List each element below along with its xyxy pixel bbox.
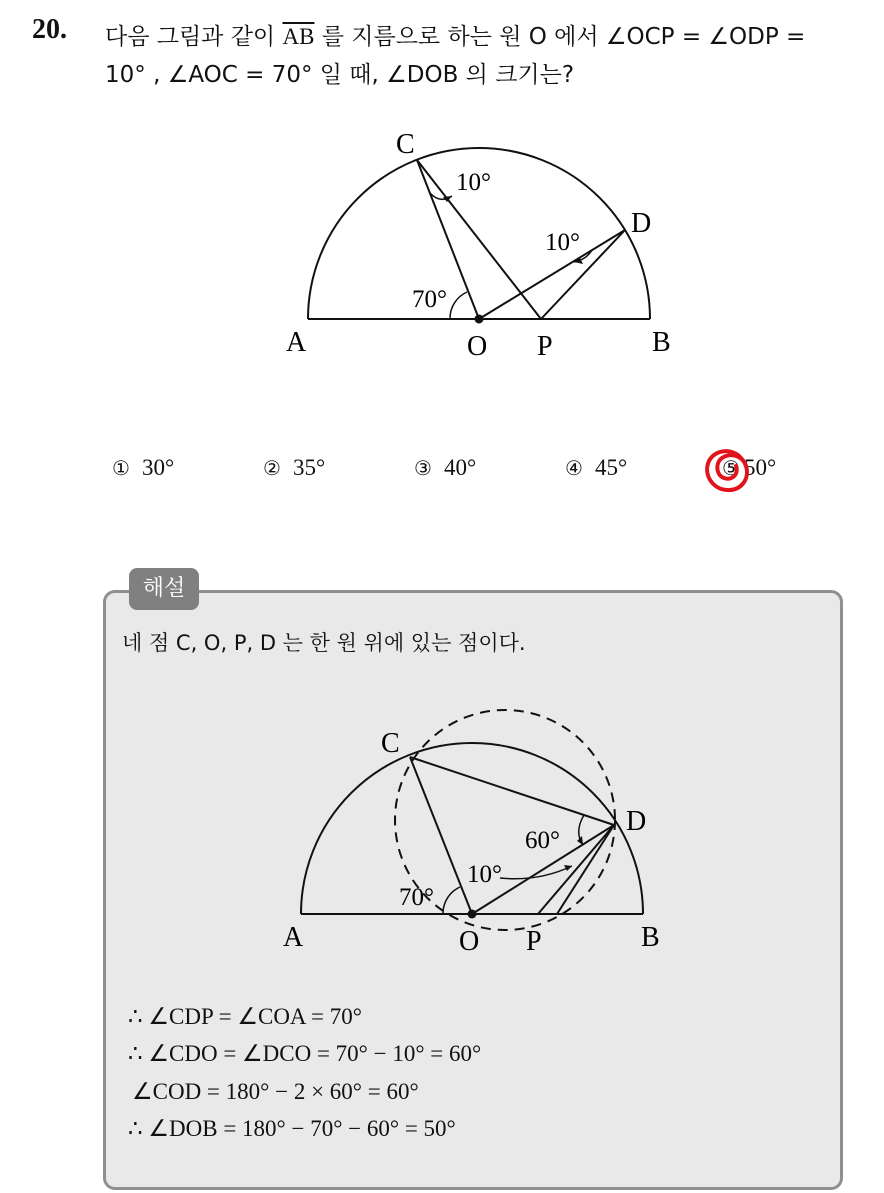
solution-intro: 네 점 C, O, P, D 는 한 원 위에 있는 점이다. xyxy=(122,631,526,655)
solution-step-3: ∠COD = 180° − 2 × 60° = 60° xyxy=(132,1079,419,1104)
angle-arc-aoc xyxy=(450,292,467,319)
solution-tag: 해설 xyxy=(129,568,199,610)
angle-label-odp-2: 10° xyxy=(467,861,502,888)
center-point-o-2 xyxy=(468,910,477,919)
angle-arc-odp-2 xyxy=(500,866,572,879)
segment-ab: $\overline{AB}$ xyxy=(282,24,315,49)
label-a: A xyxy=(286,327,307,358)
label-c-2: C xyxy=(381,728,400,759)
selected-answer-mark xyxy=(703,444,753,496)
question-text-line1 xyxy=(105,18,805,51)
label-b: B xyxy=(652,327,671,358)
label-c: C xyxy=(396,129,415,160)
choice-4-value: 45° xyxy=(594,455,628,480)
label-o: O xyxy=(467,331,488,362)
angle-label-odp: 10° xyxy=(545,229,580,256)
label-p-2: P xyxy=(526,926,542,957)
angle-label-cdo: 60° xyxy=(525,827,560,854)
angle-label-aoc-2: 70° xyxy=(399,884,434,911)
choice-5-number: ⑤ xyxy=(722,456,740,480)
question-number: 20. xyxy=(32,14,67,45)
angle-label-aoc: 70° xyxy=(412,286,447,313)
center-point-o xyxy=(475,315,484,324)
choice-1-value: 30° xyxy=(141,455,175,480)
question-text-line2: 10° , ∠AOC = 70° 일 때, ∠DOB 의 크기는? xyxy=(105,62,575,88)
question-text-part1: 다음 그림과 같이 xyxy=(105,24,276,50)
label-p: P xyxy=(537,331,553,362)
label-b-2: B xyxy=(641,922,660,953)
angle-label-ocp: 10° xyxy=(456,169,491,196)
choice-1[interactable] xyxy=(112,455,174,481)
label-a-2: A xyxy=(283,922,304,953)
question-text-part2: 를 지름으로 하는 원 O 에서 ∠OCP = ∠ODP = xyxy=(321,24,806,50)
choice-4-number: ④ xyxy=(565,456,583,480)
label-d: D xyxy=(631,208,652,239)
choice-3-value: 40° xyxy=(443,455,477,480)
angle-arc-aoc-2 xyxy=(443,887,460,914)
choice-3-number: ③ xyxy=(414,456,432,480)
choice-3[interactable] xyxy=(414,455,476,481)
choice-2[interactable] xyxy=(263,455,325,481)
choice-2-number: ② xyxy=(263,456,281,480)
choice-2-value: 35° xyxy=(292,455,326,480)
label-d-2: D xyxy=(626,806,647,837)
problem-figure xyxy=(270,118,700,368)
solution-figure xyxy=(270,690,710,965)
choice-1-number: ① xyxy=(112,456,130,480)
solution-step-2: ∴ ∠CDO = ∠DCO = 70° − 10° = 60° xyxy=(128,1041,482,1066)
solution-step-1: ∴ ∠CDP = ∠COA = 70° xyxy=(128,1004,362,1029)
solution-step-4: ∴ ∠DOB = 180° − 70° − 60° = 50° xyxy=(128,1116,456,1141)
choice-4[interactable] xyxy=(565,455,627,481)
arrowhead-odp-2 xyxy=(564,865,572,871)
label-o-2: O xyxy=(459,926,480,957)
choice-5-value: 50° xyxy=(743,455,777,480)
